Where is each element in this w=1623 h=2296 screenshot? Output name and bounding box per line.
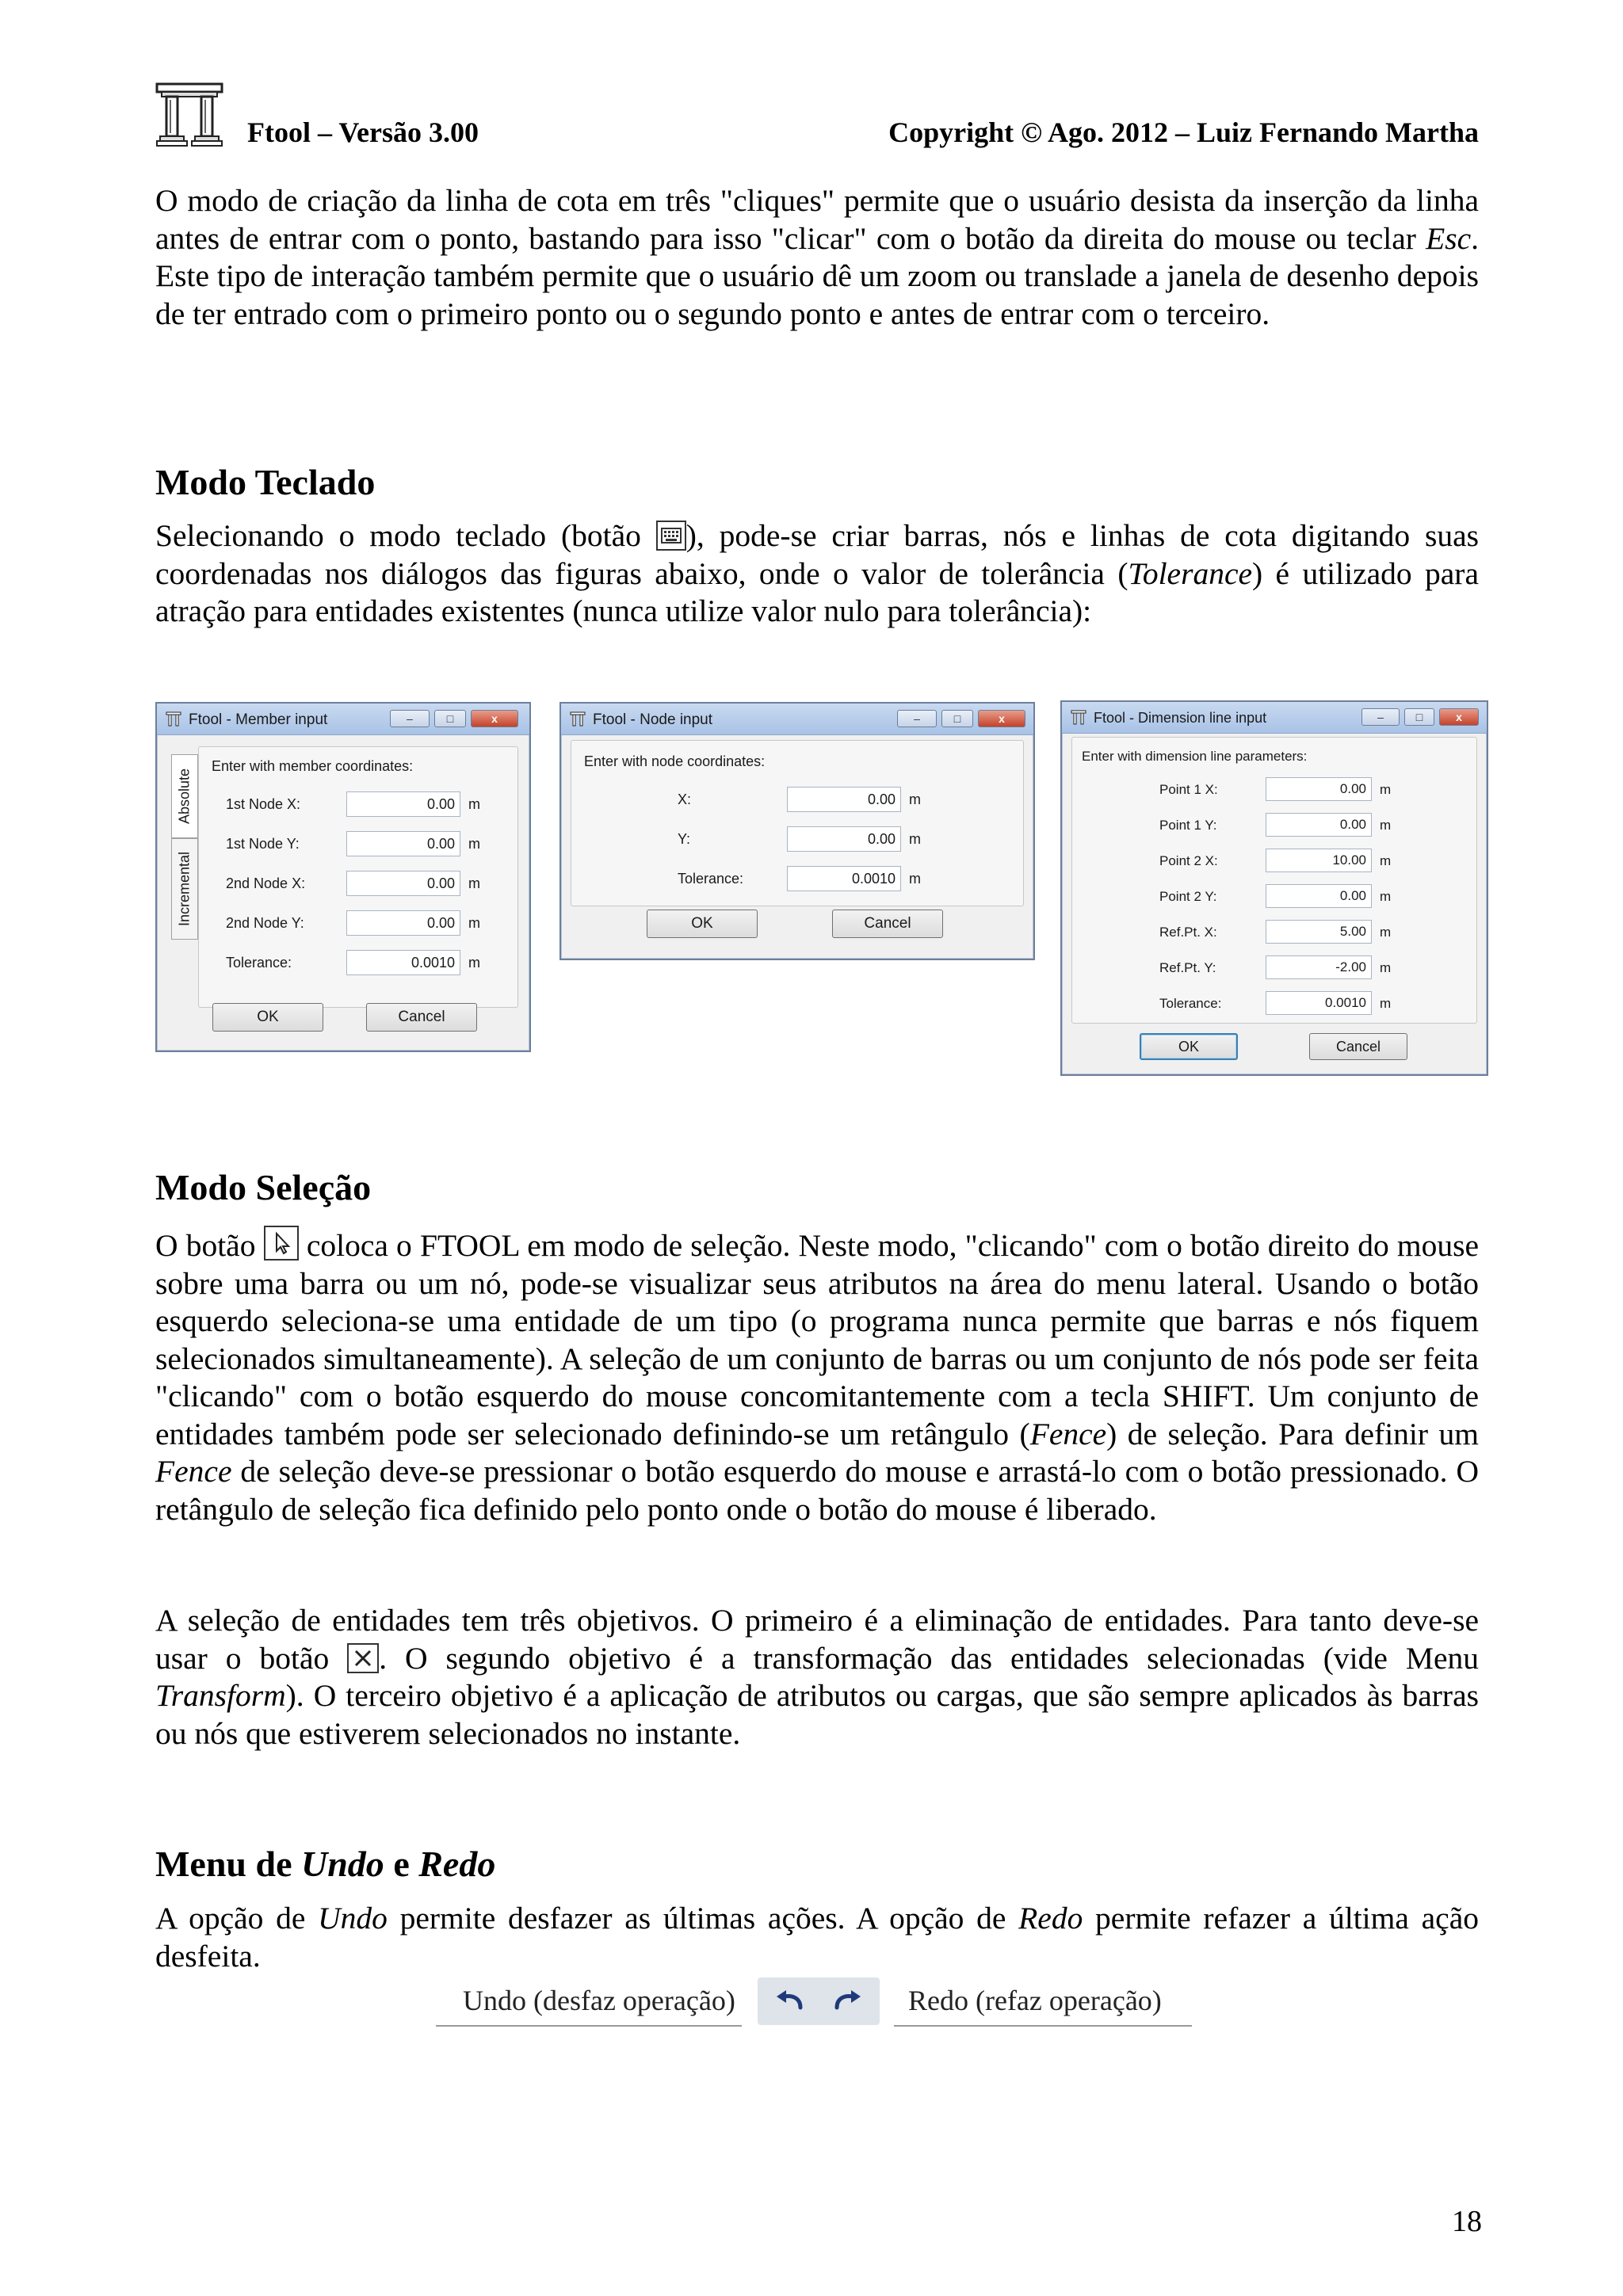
field-label: Point 1 Y: xyxy=(1159,818,1217,833)
dimension-line-input-dialog xyxy=(1060,700,1488,1076)
member-dialog-titlebar[interactable] xyxy=(157,704,529,735)
delete-x-icon xyxy=(347,1643,379,1673)
heading-undo-redo: Menu de Undo e Redo xyxy=(155,1844,496,1884)
intro-paragraph: O modo de criação da linha de cota em três "cliques" permite que o usuário desista da inserção da linha antes de entrar com o ponto, bastando para isso "clicar" com o botão da direita do mouse ou teclar Esc. Este tipo de interação também permite que o usuário dê um zoom ou translade a janela de desenho depois de ter entrado com o primeiro ponto ou o segundo ponto e antes de entrar com o terceiro. xyxy=(155,183,1479,331)
unit-label: m xyxy=(468,796,480,812)
unit-label: m xyxy=(1380,818,1392,833)
close-button[interactable]: x xyxy=(978,710,1025,727)
node-coordinates-group xyxy=(571,740,1024,906)
unit-label: m xyxy=(1380,782,1392,797)
undo-redo-toolbar xyxy=(758,1978,880,2025)
unit-label: m xyxy=(1380,996,1392,1011)
heading-modo-selecao: Modo Seleção xyxy=(155,1167,372,1207)
cancel-button[interactable]: Cancel xyxy=(1309,1033,1407,1060)
unit-label: m xyxy=(1380,853,1392,868)
member-coordinates-group xyxy=(198,746,518,1008)
ftool-small-icon xyxy=(1070,709,1087,727)
redo-caption-underline xyxy=(894,2025,1192,2027)
field-label: Point 1 X: xyxy=(1159,782,1218,797)
second-node-y-field[interactable]: 0.00 xyxy=(346,910,460,936)
dimension-dialog-title: Ftool - Dimension line input xyxy=(1094,710,1267,726)
undo-caption-underline xyxy=(436,2025,742,2027)
maximize-button[interactable]: □ xyxy=(941,710,973,727)
undo-redo-paragraph: A opção de Undo permite desfazer as últimas ações. A opção de Redo permite refazer a última ação desfeita. xyxy=(155,1901,1479,1974)
ref-pt-x-field[interactable]: 5.00 xyxy=(1266,920,1372,944)
keyboard-icon xyxy=(656,521,686,551)
node-y-field[interactable]: 0.00 xyxy=(787,826,901,852)
maximize-button[interactable]: □ xyxy=(434,710,466,727)
minimize-button[interactable]: – xyxy=(897,710,937,727)
field-label: Point 2 Y: xyxy=(1159,889,1217,904)
point2-x-field[interactable]: 10.00 xyxy=(1266,849,1372,872)
field-label: Tolerance: xyxy=(678,871,744,887)
unit-label: m xyxy=(909,791,921,807)
field-label: Ref.Pt. Y: xyxy=(1159,960,1216,975)
node-dialog-title: Ftool - Node input xyxy=(593,711,713,728)
tab-incremental[interactable]: Incremental xyxy=(171,838,198,940)
unit-label: m xyxy=(468,836,480,852)
point2-y-field[interactable]: 0.00 xyxy=(1266,884,1372,908)
teclado-paragraph: Selecionando o modo teclado (botão ), pode-se criar barras, nós e linhas de cota digitando suas coordenadas nos diálogos das figuras abaixo, onde o valor de tolerância (Tolerance) é utilizado para atração para entidades existentes (nunca utilize valor nulo para tolerância): xyxy=(155,518,1479,628)
heading-modo-teclado: Modo Teclado xyxy=(155,462,376,502)
unit-label: m xyxy=(468,955,480,971)
unit-label: m xyxy=(468,915,480,931)
second-node-x-field[interactable]: 0.00 xyxy=(346,871,460,896)
node-x-field[interactable]: 0.00 xyxy=(787,787,901,812)
close-button[interactable]: x xyxy=(1439,708,1479,726)
unit-label: m xyxy=(468,875,480,891)
group-caption: Enter with node coordinates: xyxy=(584,753,766,769)
field-label: Tolerance: xyxy=(1159,996,1222,1011)
dimension-parameters-group xyxy=(1071,737,1477,1024)
member-input-dialog xyxy=(155,702,531,1052)
group-caption: Enter with dimension line parameters: xyxy=(1082,749,1308,764)
unit-label: m xyxy=(1380,925,1392,940)
field-label: X: xyxy=(678,791,692,807)
minimize-button[interactable]: – xyxy=(1361,708,1400,726)
dimension-dialog-titlebar[interactable] xyxy=(1062,702,1487,734)
member-dialog-title: Ftool - Member input xyxy=(189,711,328,728)
field-label: Point 2 X: xyxy=(1159,853,1218,868)
header-copyright: Copyright © Ago. 2012 – Luiz Fernando Martha xyxy=(888,116,1479,148)
point1-y-field[interactable]: 0.00 xyxy=(1266,813,1372,837)
tab-absolute[interactable]: Absolute xyxy=(171,754,198,838)
tolerance-field[interactable]: 0.0010 xyxy=(1266,991,1372,1015)
ftool-logo-icon xyxy=(155,82,223,147)
node-dialog-titlebar[interactable] xyxy=(561,704,1033,735)
selecao-paragraph: O botão coloca o FTOOL em modo de seleção. Neste modo, "clicando" com o botão direito do mouse sobre uma barra ou um nó, pode-se visualizar seus atributos na área do menu lateral. Usando o botão esquerdo seleciona-se uma entidade de um tipo (o programa nunca permite que barras e nós fiquem selecionados simultaneamente). A seleção de um conjunto de barras ou um conjunto de nós pode ser feita "clicando" com o botão esquerdo do mouse concomitantemente com a tecla SHIFT. Um conjunto de entidades também pode ser selecionado definindo-se um retângulo (Fence) de seleção. Para definir um Fence de seleção deve-se pressionar o botão esquerdo do mouse e arrastá-lo com o botão pressionado. O retângulo de seleção fica definido pelo ponto onde o botão do mouse é liberado. xyxy=(155,1226,1479,1528)
cancel-button[interactable]: Cancel xyxy=(366,1003,477,1032)
field-label: Y: xyxy=(678,831,691,847)
field-label: 2nd Node X: xyxy=(226,875,306,891)
maximize-button[interactable]: □ xyxy=(1404,708,1434,726)
ftool-small-icon xyxy=(165,711,182,728)
group-caption: Enter with member coordinates: xyxy=(212,758,414,774)
ok-button[interactable]: OK xyxy=(212,1003,323,1032)
undo-icon[interactable] xyxy=(772,1987,808,2016)
page-number: 18 xyxy=(1452,2205,1482,2238)
first-node-x-field[interactable]: 0.00 xyxy=(346,791,460,817)
tolerance-field[interactable]: 0.0010 xyxy=(787,866,901,891)
redo-caption: Redo (refaz operação) xyxy=(908,1985,1162,2016)
node-input-dialog xyxy=(559,702,1035,960)
selecao-objectives-paragraph: A seleção de entidades tem três objetivos. O primeiro é a eliminação de entidades. Para tanto deve-se usar o botão . O segundo objetivo é a transformação das entidades selecionadas (vide Menu Transform). O terceiro objetivo é a aplicação de atributos ou cargas, que são sempre aplicados às barras ou nós que estiverem selecionados no instante. xyxy=(155,1603,1479,1751)
field-label: 1st Node Y: xyxy=(226,836,300,852)
ref-pt-y-field[interactable]: -2.00 xyxy=(1266,955,1372,979)
cancel-button[interactable]: Cancel xyxy=(832,910,943,938)
close-button[interactable]: x xyxy=(471,710,518,727)
undo-caption: Undo (desfaz operação) xyxy=(463,1985,735,2016)
field-label: 2nd Node Y: xyxy=(226,915,304,931)
field-label: Ref.Pt. X: xyxy=(1159,925,1217,940)
unit-label: m xyxy=(1380,889,1392,904)
ok-button[interactable]: OK xyxy=(647,910,758,938)
point1-x-field[interactable]: 0.00 xyxy=(1266,777,1372,801)
field-label: 1st Node X: xyxy=(226,796,301,812)
unit-label: m xyxy=(909,831,921,847)
redo-icon[interactable] xyxy=(829,1987,865,2016)
first-node-y-field[interactable]: 0.00 xyxy=(346,831,460,856)
field-label: Tolerance: xyxy=(226,955,292,971)
header-title: Ftool – Versão 3.00 xyxy=(247,116,479,148)
ftool-small-icon xyxy=(569,711,586,728)
ok-button[interactable]: OK xyxy=(1140,1033,1238,1060)
tolerance-field[interactable]: 0.0010 xyxy=(346,950,460,975)
cursor-arrow-icon xyxy=(264,1226,299,1261)
unit-label: m xyxy=(1380,960,1392,975)
minimize-button[interactable]: – xyxy=(390,710,430,727)
unit-label: m xyxy=(909,871,921,887)
